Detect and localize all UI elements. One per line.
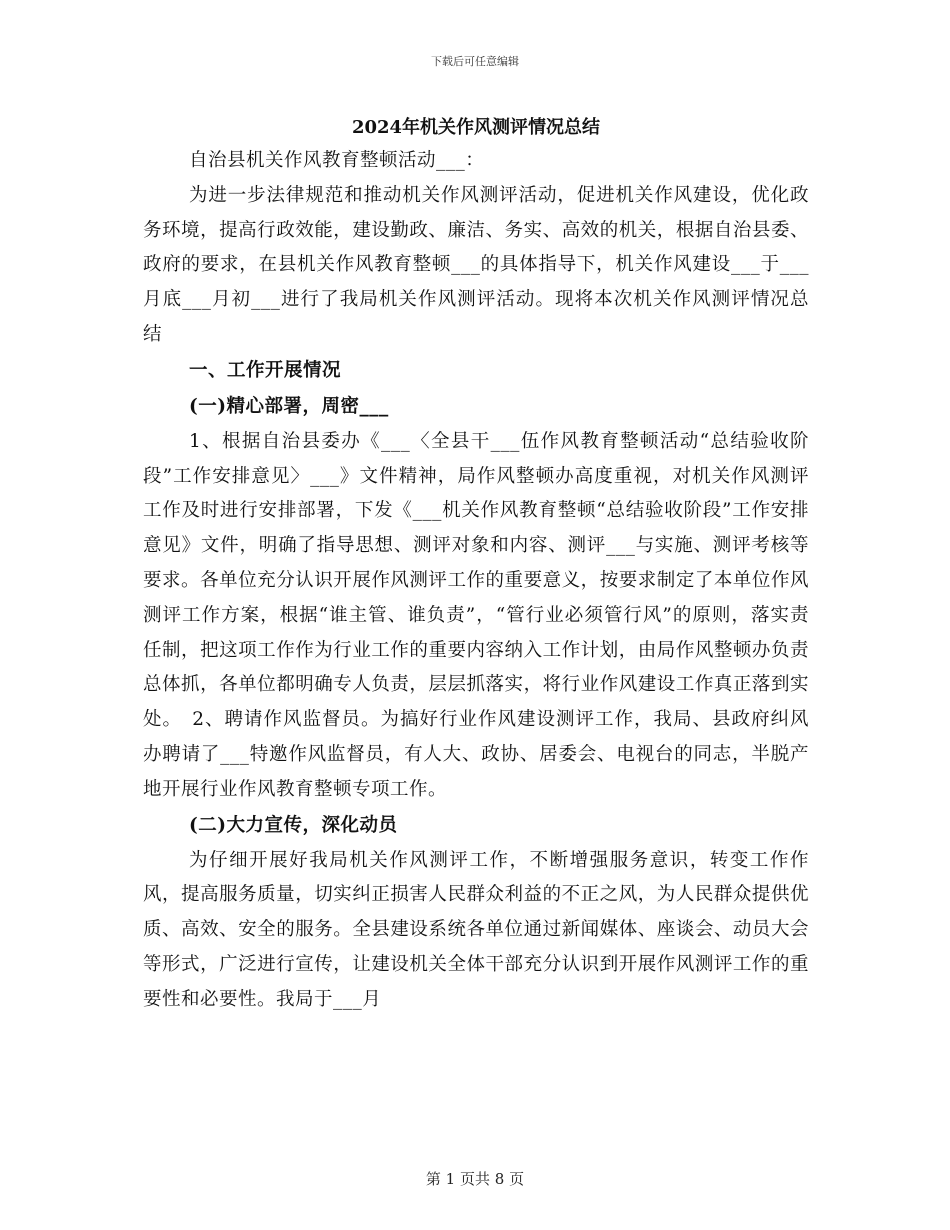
subsection-heading-2: (二)大力宣传，深化动员 <box>189 814 398 836</box>
document-title: 2024年机关作风测评情况总结 <box>351 117 601 138</box>
subsection-heading-1: (一)精心部署，周密___ <box>189 395 389 417</box>
salutation-paragraph: 自治县机关作风教育整顿活动___： <box>189 150 485 171</box>
document-body <box>143 112 809 1018</box>
subsection-1-paragraph: 1、根据自治县委办《___〈全县干___伍作风教育整顿活动“总结验收阶段”工作安排意见〉___》文件精神，局作风整顿办高度重视，对机关作风测评工作及时进行安排部署，下发《___机关作风教育整顿“总结验收阶段”工作安排意见》文件，明确了指导思想、测评对象和内容、测评___与实施、测评考核等要求。各单位充分认识开展作风测评工作的重要意义，按要求制定了本单位作风测评工作方案，根据“谁主管、谁负责”，“管行业必须管行风”的原则，落实责任制，把这项工作作为行业工作的重要内容纳入工作计划，由局作风整顿办负责总体抓，各单位都明确专人负责，层层抓落实，将行业作风建设工作真正落到实处。 2、聘请作风监督员。为搞好行业作风建设测评工作，我局、县政府纠风办聘请了___特邀作风监督员，有人大、政协、居委会、电视台的同志，半脱产地开展行业作风教育整顿专项工作。 <box>143 430 809 800</box>
intro-paragraph: 为进一步法律规范和推动机关作风测评活动，促进机关作风建设，优化政务环境，提高行政效能，建设勤政、廉洁、务实、高效的机关，根据自治县委、政府的要求，在县机关作风教育整顿___的具体指导下，机关作风建设___于___月底___月初___进行了我局机关作风测评活动。现将本次机关作风测评情况总结 <box>143 184 809 345</box>
subsection-2-paragraph: 为仔细开展好我局机关作风测评工作，不断增强服务意识，转变工作作风，提高服务质量，切实纠正损害人民群众利益的不正之风，为人民群众提供优质、高效、安全的服务。全县建设系统各单位通过新闻媒体、座谈会、动员大会等形式，广泛进行宣传，让建设机关全体干部充分认识到开展作风测评工作的重要性和必要性。我局于___月 <box>143 849 809 1010</box>
page-footer: 第 1 页共 8 页 <box>425 1170 525 1188</box>
header-note: 下载后可任意编辑 <box>431 55 519 68</box>
section-heading-1: 一、工作开展情况 <box>189 359 342 381</box>
